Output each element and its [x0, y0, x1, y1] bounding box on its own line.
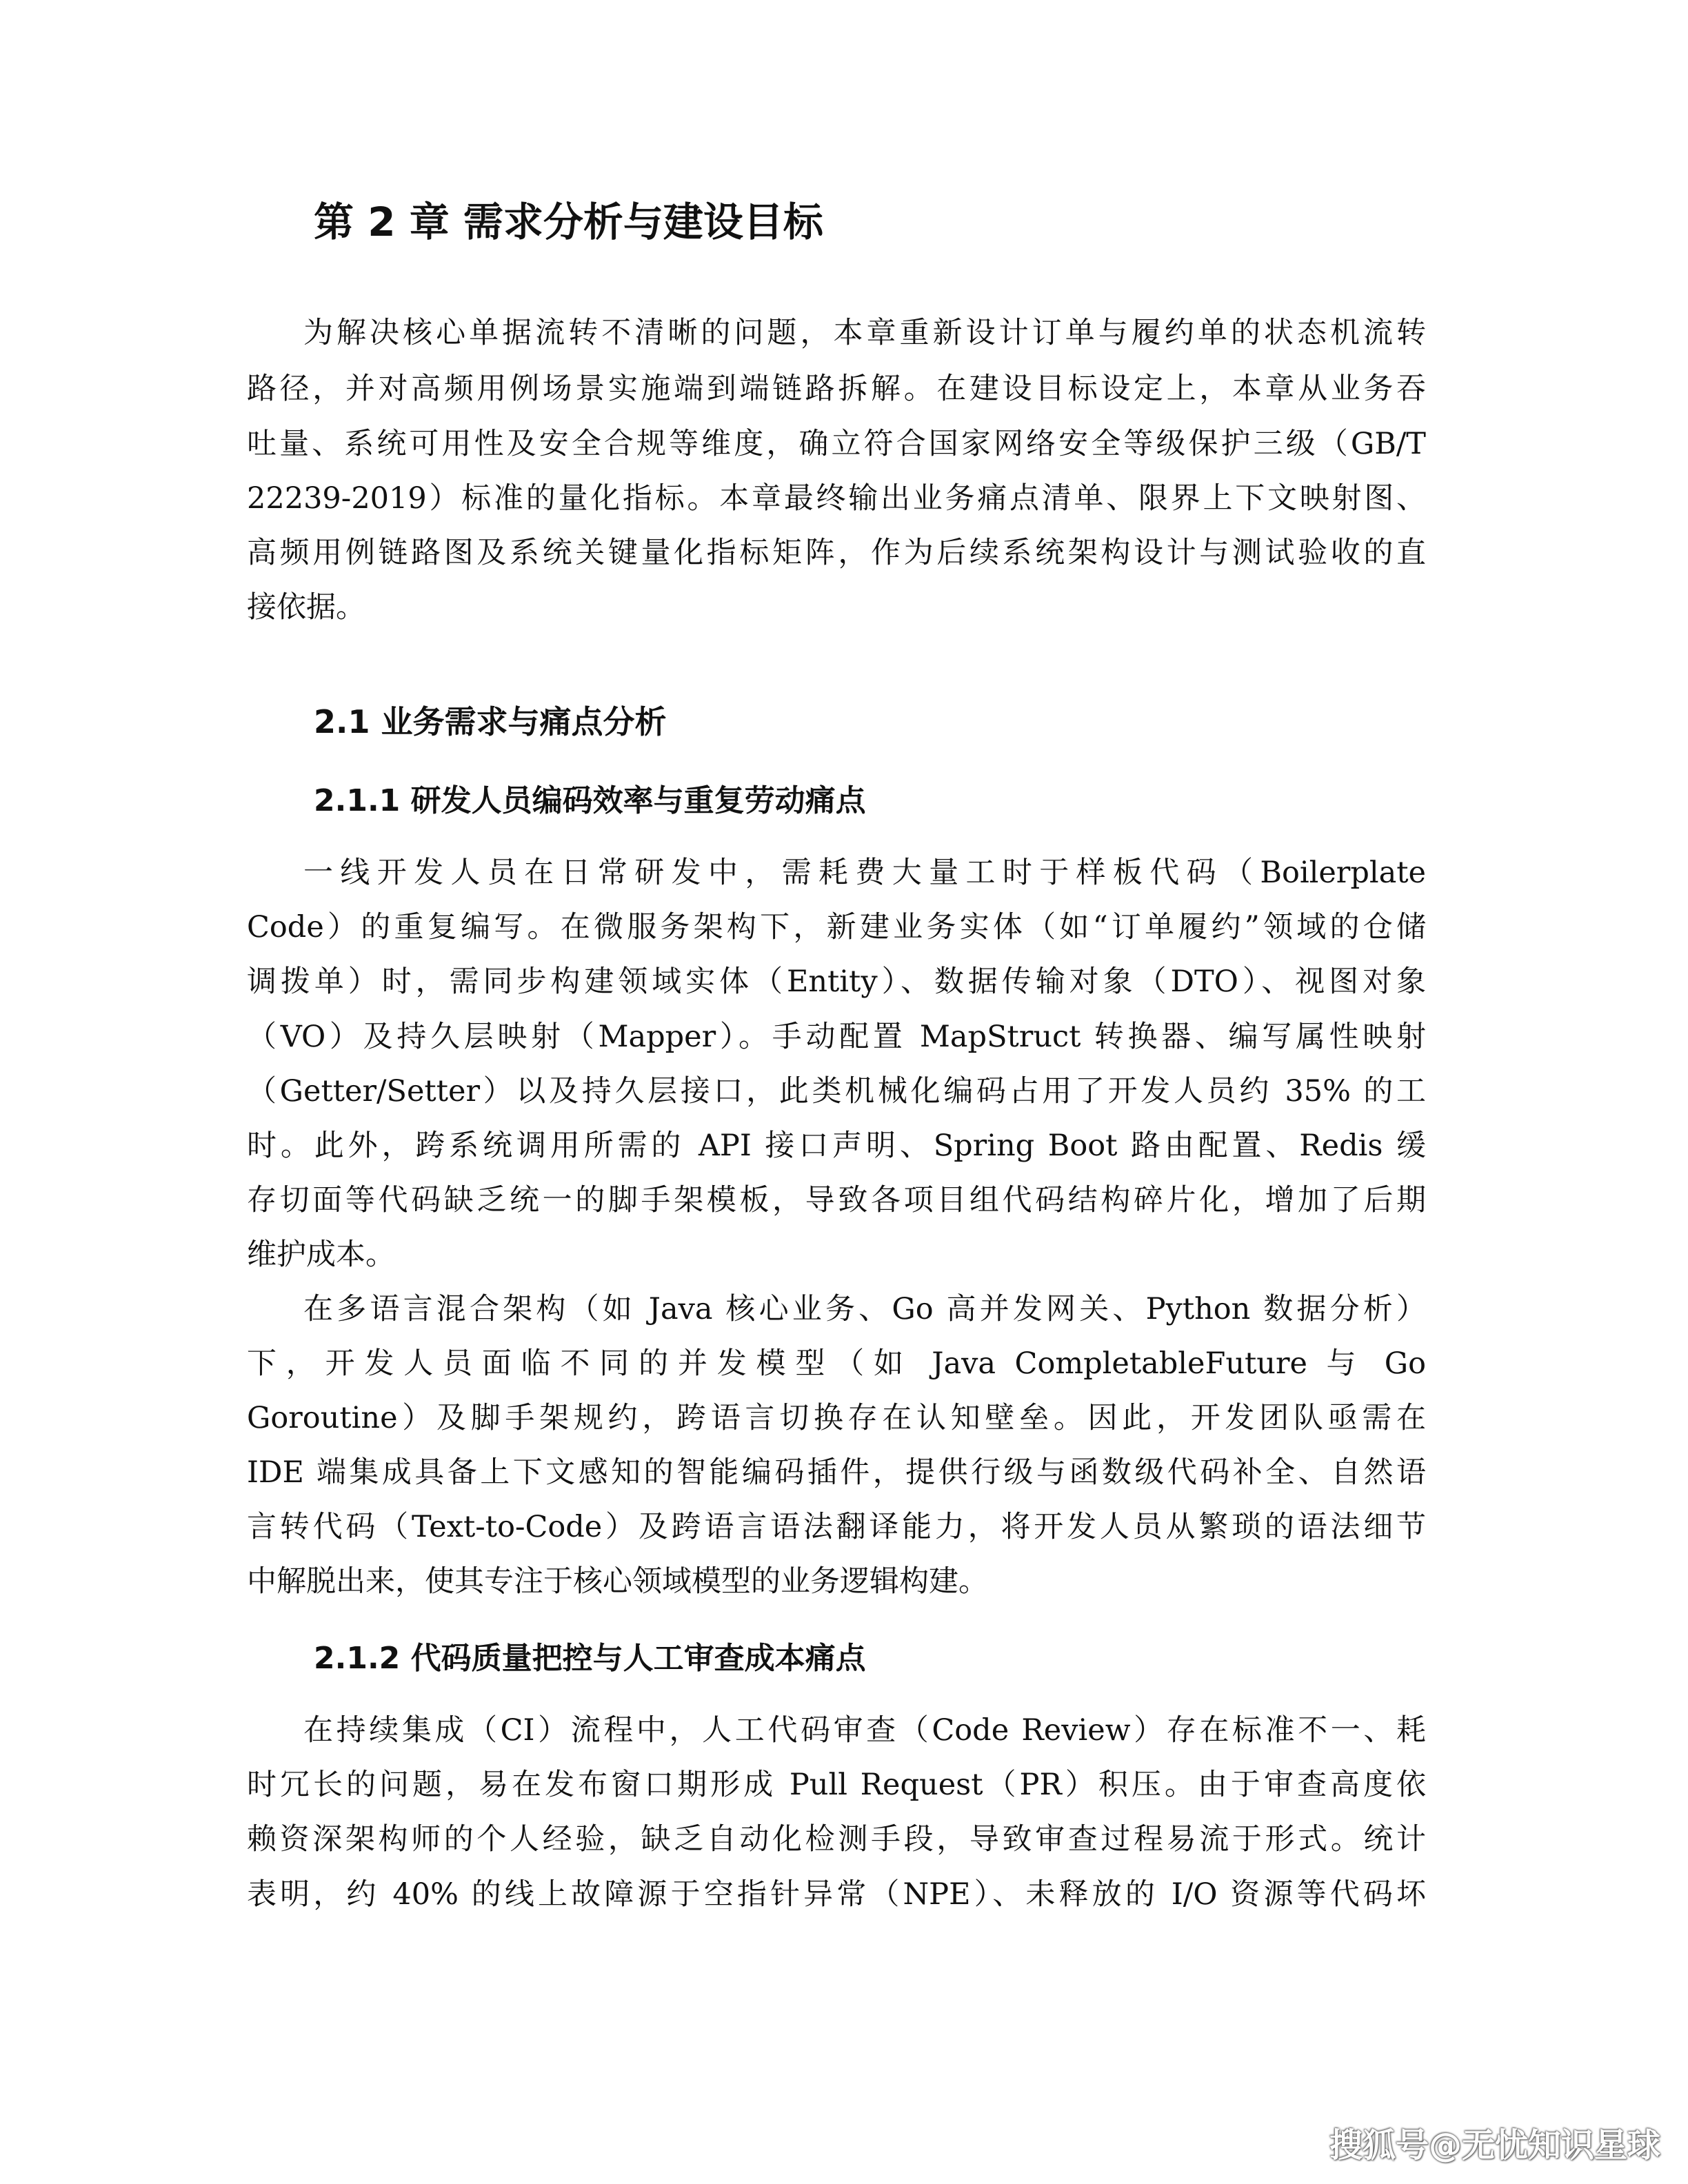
paragraph-line: 为解决核心单据流转不清晰的问题，本章重新设计订单与履约单的状态机流转: [303, 316, 1426, 350]
section-heading-2-1-1: 2.1.1 研发人员编码效率与重复劳动痛点: [314, 783, 866, 818]
paragraph-line: 一线开发人员在日常研发中，需耗费大量工时于样板代码（Boilerplate: [303, 856, 1426, 890]
paragraph-line: 路径，并对高频用例场景实施端到端链路拆解。在建设目标设定上，本章从业务吞: [247, 372, 1426, 406]
paragraph-line: 接依据。: [247, 590, 365, 625]
paragraph-line: 高频用例链路图及系统关键量化指标矩阵，作为后续系统架构设计与测试验收的直: [247, 536, 1426, 570]
paragraph-line: 下，开发人员面临不同的并发模型（如 Java CompletableFuture 与 Go: [247, 1346, 1426, 1381]
paragraph-line: 时。此外，跨系统调用所需的 API 接口声明、Spring Boot 路由配置、Redis 缓: [247, 1129, 1426, 1163]
chapter-title: 第 2 章 需求分析与建设目标: [314, 199, 823, 245]
paragraph-line: 在持续集成（CI）流程中，人工代码审查（Code Review）存在标准不一、耗: [303, 1713, 1426, 1748]
paragraph-line: （VO）及持久层映射（Mapper）。手动配置 MapStruct 转换器、编写属性映射: [247, 1020, 1426, 1054]
watermark: 搜狐号@无忧知识星球: [1329, 2126, 1660, 2165]
paragraph-line: 表明，约 40% 的线上故障源于空指针异常（NPE）、未释放的 I/O 资源等代码坏: [247, 1877, 1426, 1912]
paragraph-line: 言转代码（Text-to-Code）及跨语言语法翻译能力，将开发人员从繁琐的语法细节: [247, 1510, 1426, 1544]
paragraph-line: 在多语言混合架构（如 Java 核心业务、Go 高并发网关、Python 数据分析）: [303, 1292, 1426, 1326]
paragraph-line: （Getter/Setter）以及持久层接口，此类机械化编码占用了开发人员约 35% 的工: [247, 1074, 1426, 1109]
paragraph-line: 调拨单）时，需同步构建领域实体（Entity）、数据传输对象（DTO）、视图对象: [247, 964, 1426, 999]
paragraph-line: IDE 端集成具备上下文感知的智能编码插件，提供行级与函数级代码补全、自然语: [247, 1455, 1426, 1490]
paragraph-line: 吐量、系统可用性及安全合规等维度，确立符合国家网络安全等级保护三级（GB/T: [247, 427, 1426, 461]
paragraph-line: 中解脱出来，使其专注于核心领域模型的业务逻辑构建。: [247, 1564, 988, 1599]
paragraph-line: 存切面等代码缺乏统一的脚手架模板，导致各项目组代码结构碎片化，增加了后期: [247, 1183, 1426, 1217]
paragraph-line: Code）的重复编写。在微服务架构下，新建业务实体（如“订单履约”领域的仓储: [247, 910, 1426, 944]
paragraph-line: 维护成本。: [247, 1237, 395, 1272]
paragraph-line: Goroutine）及脚手架规约，跨语言切换存在认知壁垒。因此，开发团队亟需在: [247, 1401, 1426, 1435]
paragraph-line: 赖资深架构师的个人经验，缺乏自动化检测手段，导致审查过程易流于形式。统计: [247, 1822, 1426, 1857]
section-heading-2-1-2: 2.1.2 代码质量把控与人工审查成本痛点: [314, 1641, 866, 1676]
paragraph-line: 22239-2019）标准的量化指标。本章最终输出业务痛点清单、限界上下文映射图、: [247, 481, 1426, 516]
section-heading-2-1: 2.1 业务需求与痛点分析: [314, 703, 667, 740]
paragraph-line: 时冗长的问题，易在发布窗口期形成 Pull Request（PR）积压。由于审查高度依: [247, 1768, 1426, 1802]
